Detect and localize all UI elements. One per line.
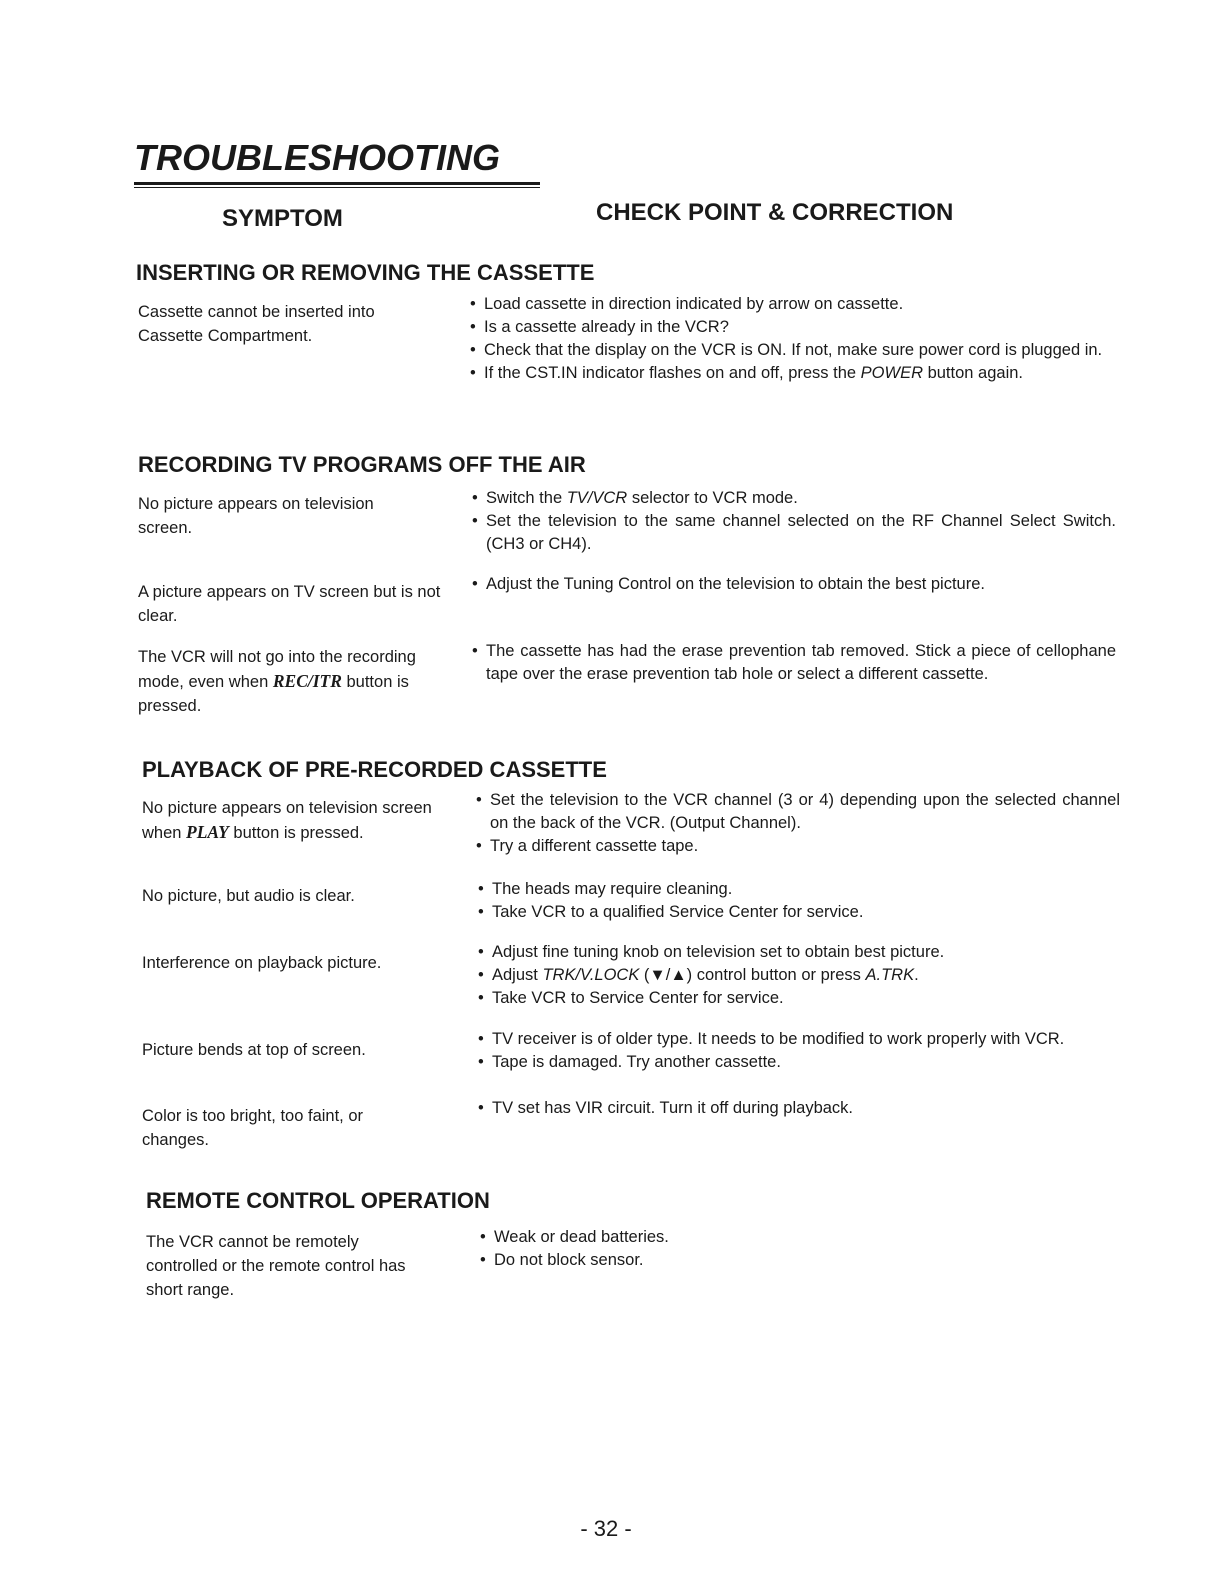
symptom-text: The VCR cannot be remotely controlled or the remote control has short range. xyxy=(146,1233,406,1299)
symptom-column-heading: SYMPTOM xyxy=(222,205,343,232)
fix-item: • Adjust fine tuning knob on television set to obtain best picture. xyxy=(476,941,1122,964)
a-trk-button-label: A.TRK xyxy=(865,966,915,984)
symptom-text: The VCR will not go into the recording mode, even when REC/ITR button is pressed. xyxy=(138,648,416,715)
fix-item: • Take VCR to Service Center for service. xyxy=(476,987,1122,1010)
fix-list xyxy=(476,1028,1122,1074)
symptom-text: Picture bends at top of screen. xyxy=(142,1041,366,1059)
section-heading-inserting: INSERTING OR REMOVING THE CASSETTE xyxy=(136,260,595,285)
fix-list xyxy=(470,487,1116,556)
page-number: - 32 - xyxy=(580,1516,632,1541)
fix-item: • TV receiver is of older type. It needs to be modified to work properly with VCR. xyxy=(476,1028,1122,1051)
rec-itr-button-label: REC/ITR xyxy=(272,671,342,691)
fix-item: • Try a different cassette tape. xyxy=(474,835,1120,858)
fix-item: • Load cassette in direction indicated by arrow on cassette. xyxy=(468,293,1114,316)
fix-item: • Take VCR to a qualified Service Center for service. xyxy=(476,901,1122,924)
fix-item: • Do not block sensor. xyxy=(478,1249,1124,1272)
fix-item: • The heads may require cleaning. xyxy=(476,878,1122,901)
fix-list xyxy=(478,1226,1124,1272)
fix-item: • Adjust TRK/V.LOCK (▼/▲) control button or press A.TRK. xyxy=(476,964,1122,987)
fix-list xyxy=(468,293,1114,385)
fix-item: • Set the television to the same channel selected on the RF Channel Select Switch. (CH3 or CH4). xyxy=(470,510,1116,556)
symptom-text: No picture appears on television screen. xyxy=(138,495,374,537)
page-title: TROUBLESHOOTING xyxy=(134,137,500,178)
fix-item: • Switch the TV/VCR selector to VCR mode. xyxy=(470,487,1116,510)
power-button-label: POWER xyxy=(860,364,923,382)
symptom-text: Color is too bright, too faint, or changes. xyxy=(142,1107,364,1149)
fix-item: • The cassette has had the erase prevention tab removed. Stick a piece of cellophane tape over the erase prevention tab hole or select a different cassette. xyxy=(470,640,1116,686)
symptom-text: A picture appears on TV screen but is not clear. xyxy=(138,583,441,625)
section-heading-playback: PLAYBACK OF PRE-RECORDED CASSETTE xyxy=(142,757,607,782)
fix-list xyxy=(476,878,1122,924)
fix-item: • Weak or dead batteries. xyxy=(478,1226,1124,1249)
fix-item: • Check that the display on the VCR is ON. If not, make sure power cord is plugged in. xyxy=(468,339,1114,362)
fix-item: • Adjust the Tuning Control on the television to obtain the best picture. xyxy=(470,573,1116,596)
trk-vlock-button-label: TRK/V.LOCK xyxy=(542,966,640,984)
play-button-label: PLAY xyxy=(186,822,229,842)
symptom-text: No picture appears on television screen when PLAY button is pressed. xyxy=(142,799,432,842)
title-underline-thin xyxy=(134,187,540,188)
fix-item: • Tape is damaged. Try another cassette. xyxy=(476,1051,1122,1074)
fix-item: • Set the television to the VCR channel (3 or 4) depending upon the selected channel on the back of the VCR. (Output Channel). xyxy=(474,789,1120,835)
fix-list xyxy=(470,573,1116,596)
section-heading-recording: RECORDING TV PROGRAMS OFF THE AIR xyxy=(138,452,586,477)
fix-list xyxy=(474,789,1120,858)
title-underline xyxy=(134,182,540,185)
fix-item: • Is a cassette already in the VCR? xyxy=(468,316,1114,339)
fix-list xyxy=(476,941,1122,1010)
symptom-text: Cassette cannot be inserted into Cassette Compartment. xyxy=(138,303,375,345)
fix-list xyxy=(470,640,1116,686)
fix-item: • If the CST.IN indicator flashes on and off, press the POWER button again. xyxy=(468,362,1114,385)
tv-vcr-selector-label: TV/VCR xyxy=(566,489,628,507)
section-heading-remote: REMOTE CONTROL OPERATION xyxy=(146,1188,490,1213)
symptom-text: Interference on playback picture. xyxy=(142,954,382,972)
symptom-text: No picture, but audio is clear. xyxy=(142,887,355,905)
correction-column-heading: CHECK POINT & CORRECTION xyxy=(596,199,954,226)
fix-item: • TV set has VIR circuit. Turn it off during playback. xyxy=(476,1097,1122,1120)
fix-list xyxy=(476,1097,1122,1120)
